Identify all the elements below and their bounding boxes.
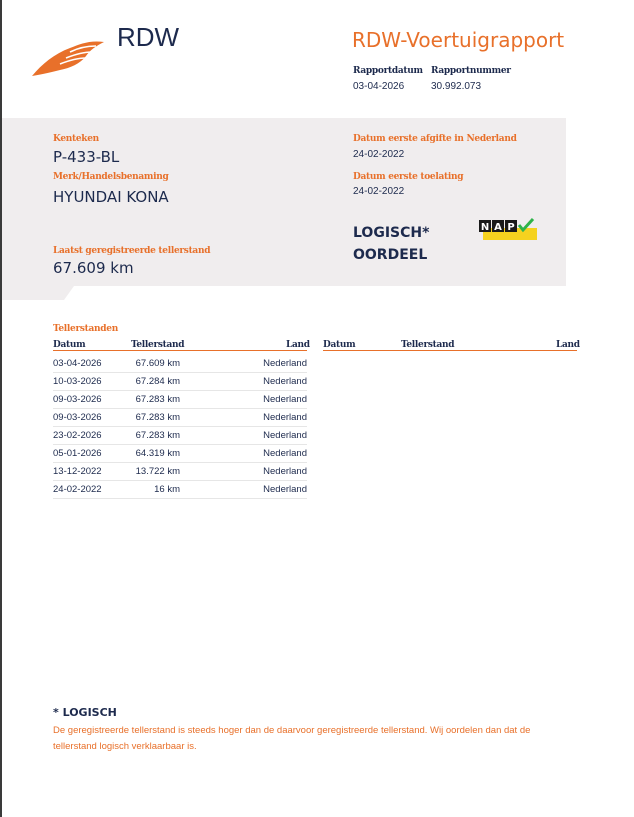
table-head-divider-right (323, 350, 577, 351)
brand-name: RDW (117, 22, 180, 52)
row-land: Nederland (263, 376, 307, 387)
rdw-logo-icon (30, 38, 106, 78)
row-date: 10-03-2026 (53, 376, 102, 387)
nap-letter-a: A (494, 222, 502, 233)
row-land: Nederland (263, 430, 307, 441)
table-row (53, 427, 307, 445)
footnote-text: De geregistreerde tellerstand is steeds hoger dan de daarvoor geregistreerde tellerstand. Wij oordelen dan dat de tellerstand logisch verklaarbaar is. (53, 725, 531, 752)
row-date: 23-02-2026 (53, 430, 102, 441)
row-date: 13-12-2022 (53, 466, 102, 477)
table-row (53, 355, 307, 373)
odometer-section-title: Tellerstanden (53, 324, 118, 334)
row-date: 09-03-2026 (53, 394, 102, 405)
nap-logo-icon (479, 218, 539, 242)
plate-value: P-433-BL (53, 148, 120, 166)
first-admission-label: Datum eerste toelating (353, 172, 464, 182)
odometer-label: Laatst geregistreerde tellerstand (53, 246, 211, 256)
row-land: Nederland (263, 394, 307, 405)
verdict-line-2: OORDEEL (353, 247, 428, 263)
footnote-title: * LOGISCH (53, 706, 117, 719)
table-row (53, 463, 307, 481)
row-km: 67.283 km (135, 394, 180, 405)
first-registration-nl-value: 24-02-2022 (353, 149, 405, 160)
col-km-header: Tellerstand (131, 340, 185, 350)
row-land: Nederland (263, 448, 307, 459)
first-registration-nl-label: Datum eerste afgifte in Nederland (353, 134, 517, 144)
verdict-line-1: LOGISCH* (353, 225, 430, 241)
odometer-value: 67.609 km (53, 259, 134, 277)
table-row (53, 445, 307, 463)
row-km: 13.722 km (135, 466, 180, 477)
odometer-table (53, 355, 307, 499)
make-value: HYUNDAI KONA (53, 188, 169, 206)
row-km: 16 km (154, 484, 180, 495)
page-edge (0, 0, 2, 817)
col-date-header-right: Datum (323, 340, 356, 350)
row-land: Nederland (263, 412, 307, 423)
nap-letter-p: P (507, 222, 515, 233)
row-km: 67.283 km (135, 412, 180, 423)
plate-label: Kenteken (53, 134, 99, 144)
table-row (53, 409, 307, 427)
row-date: 05-01-2026 (53, 448, 102, 459)
row-date: 03-04-2026 (53, 358, 102, 369)
report-date-label: Rapportdatum (353, 66, 423, 76)
col-km-header-right: Tellerstand (401, 340, 455, 350)
row-date: 24-02-2022 (53, 484, 102, 495)
row-date: 09-03-2026 (53, 412, 102, 423)
row-km: 67.284 km (135, 376, 180, 387)
row-land: Nederland (263, 358, 307, 369)
verdict (353, 222, 429, 266)
report-date: 03-04-2026 (353, 81, 405, 92)
col-date-header: Datum (53, 340, 86, 350)
make-label: Merk/Handelsbenaming (53, 172, 169, 182)
col-land-header-right: Land (556, 340, 580, 350)
report-number: 30.992.073 (431, 81, 482, 92)
table-row (53, 481, 307, 499)
row-km: 67.283 km (135, 430, 180, 441)
table-row (53, 391, 307, 409)
row-land: Nederland (263, 466, 307, 477)
nap-letter-n: N (480, 222, 490, 233)
report-number-label: Rapportnummer (431, 66, 511, 76)
col-land-header: Land (286, 340, 310, 350)
report-title: RDW-Voertuigrapport (352, 28, 565, 52)
first-admission-value: 24-02-2022 (353, 186, 405, 197)
row-km: 67.609 km (135, 358, 180, 369)
table-row (53, 373, 307, 391)
row-km: 64.319 km (135, 448, 180, 459)
row-land: Nederland (263, 484, 307, 495)
table-head-divider (53, 350, 307, 351)
